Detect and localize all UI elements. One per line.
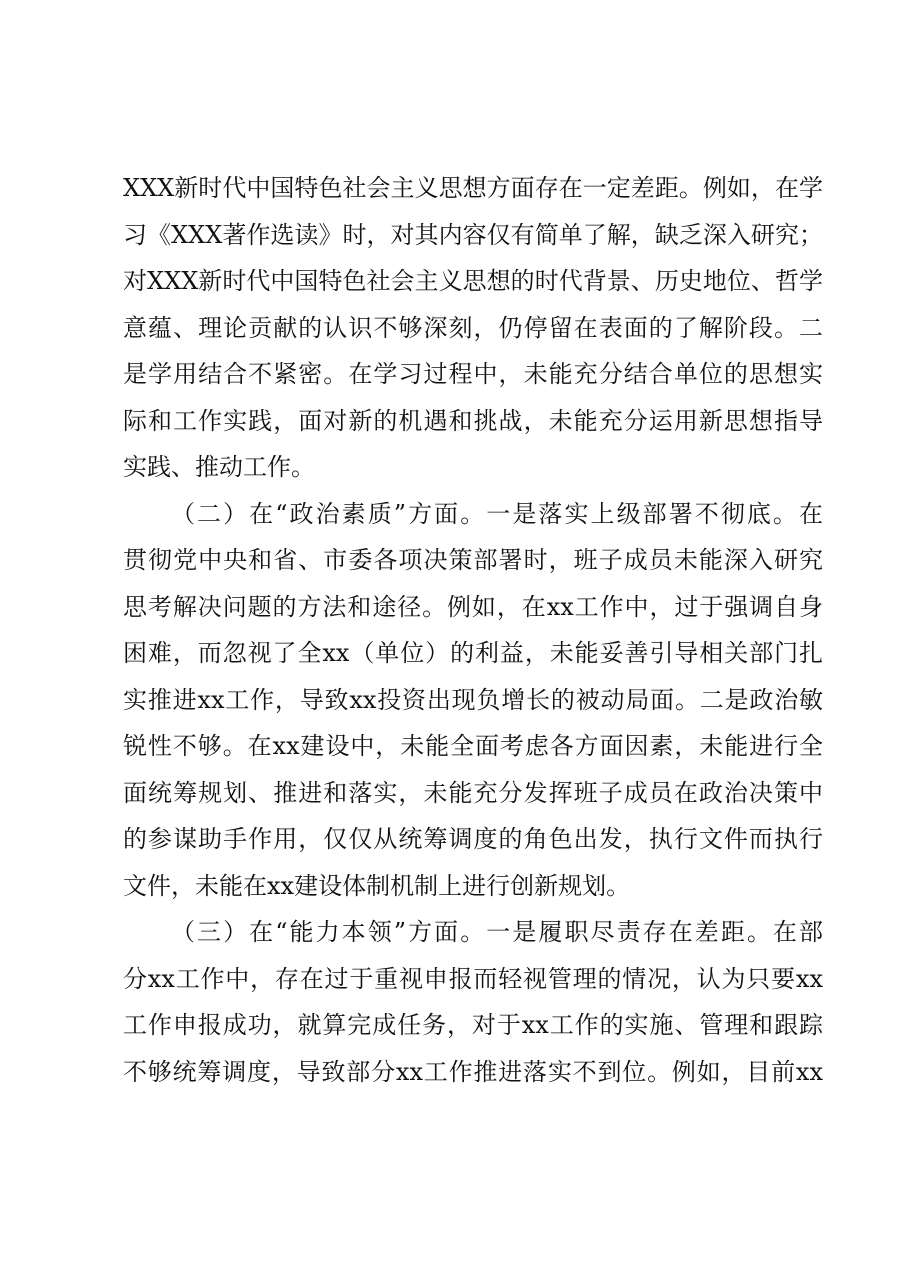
text-line: 实践、推动工作。 [123, 453, 315, 481]
paragraph-study [123, 165, 823, 491]
text-line: 工作申报成功，就算完成任务，对于xx工作的实施、管理和跟踪 [123, 1011, 823, 1039]
text-line: 不够统筹调度，导致部分xx工作推进落实不到位。例如，目前xx [123, 1057, 823, 1086]
text-line: 习《XXX著作选读》时，对其内容仅有简单了解，缺乏深入研究； [123, 220, 823, 249]
text-line: 思考解决问题的方法和途径。例如，在xx工作中，过于强调自身 [123, 592, 823, 621]
section-heading-line: （三）在“能力本领”方面。一是履职尽责存在差距。在部 [171, 918, 823, 946]
paragraph-political-quality [123, 491, 823, 910]
text-line: 困难，而忽视了全xx（单位）的利益，未能妥善引导相关部门扎 [123, 639, 823, 667]
text-line: 对XXX新时代中国特色社会主义思想的时代背景、历史地位、哲学 [123, 267, 823, 295]
text-line: 面统筹规划、推进和落实，未能充分发挥班子成员在政治决策中 [123, 778, 823, 807]
text-line: 贯彻党中央和省、市委各项决策部署时，班子成员未能深入研究 [123, 546, 823, 574]
paragraph-ability [123, 909, 823, 1095]
text-line: 的参谋助手作用，仅仅从统筹调度的角色出发，执行文件而执行 [123, 825, 823, 853]
text-line: 际和工作实践，面对新的机遇和挑战，未能充分运用新思想指导 [123, 406, 823, 435]
text-line: 实推进xx工作，导致xx投资出现负增长的被动局面。二是政治敏 [123, 685, 823, 714]
text-line: 分xx工作中，存在过于重视申报而轻视管理的情况，认为只要xx [123, 964, 823, 993]
text-line: XXX新时代中国特色社会主义思想方面存在一定差距。例如，在学 [123, 174, 823, 202]
text-line: 文件，未能在xx建设体制机制上进行创新规划。 [123, 871, 631, 900]
text-line: 锐性不够。在xx建设中，未能全面考虑各方面因素，未能进行全 [123, 732, 823, 760]
document-body [123, 165, 823, 1095]
section-heading-line: （二）在“政治素质”方面。一是落实上级部署不彻底。在 [171, 499, 823, 528]
text-line: 是学用结合不紧密。在学习过程中，未能充分结合单位的思想实 [123, 360, 823, 388]
text-line: 意蕴、理论贡献的认识不够深刻，仍停留在表面的了解阶段。二 [123, 313, 823, 342]
